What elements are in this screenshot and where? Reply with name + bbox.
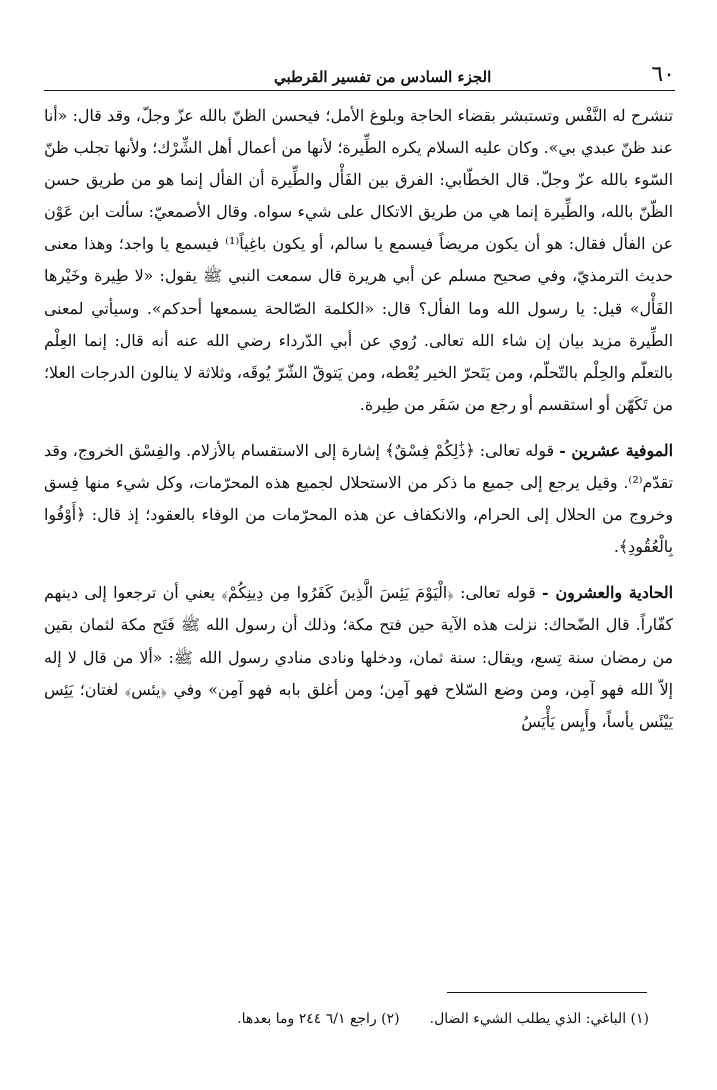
- footnotes: [60, 1008, 649, 1030]
- running-title: الجزء السادس من تفسير القرطبي: [274, 68, 492, 86]
- paragraph-1: تنشرح له النَّفْس وتستبشر بقضاء الحاجة وبلوغ الأمل؛ فيحسن الظنّ بالله عزّ وجلّ، وقد قال: «أنا عند ظنّ عبدي بي». وكان عليه السلام يكره الطِّيرة؛ لأنها من أعمال أهل الشِّرْك؛ ولأنها تجلب ظنّ السّوء بالله عزّ وجلّ. قال الخطّابي: الفرق بين الفَأْل والطِّيرة أن الفأل إنما هو من طريق حسن الظّنّ بالله، والطِّيرة إنما هي من طريق الاتكال على شيء سواه. وقال الأصمعيّ: سألت ابن عَوْن عن الفأل فقال: هو أن يكون مريضاً فيسمع يا سالم، أو يكون باغِياً⁽¹⁾ فيسمع يا واجد؛ وهذا معنى حديث الترمذيّ، وفي صحيح مسلم عن أبي هريرة قال سمعت النبي ﷺ يقول: «لا طِيرة وخَيْرها الفَأْل» قيل: يا رسول الله وما الفأل؟ قال: «الكلمة الصّالحة يسمعها أحدكم». وسيأتي لمعنى الطِّيرة مزيد بيان إن شاء الله تعالى. رُوي عن أبي الدّرداء رضي الله عنه أنه قال: إنما العِلْم بالتعلّم والحِلْم بالتّحلّم، ومن يَتَحرّ الخير يُعْطه، ومن يَتوقّ الشّرّ يُوقَه، وثلاثة لا ينالون الدرجات العلا؛ من تَكَهّن أو استقسم أو رجع من سَفَر من طِيرة.: [44, 106, 673, 414]
- paragraph-3: [44, 577, 673, 737]
- body-text: [44, 100, 673, 738]
- page-header: [44, 60, 675, 91]
- footnote-1: (١) الباغي: الذي يطلب الشيء الضال.: [429, 1011, 649, 1027]
- paragraph-2-label: الموفية عشرين -: [559, 440, 673, 460]
- paragraph-2-text: قوله تعالى: ﴿ذَٰلِكُمْ فِسْقٌ﴾ إشارة إلى الاستقسام بالأزلام. والفِسْق الخروج، وقد تقدّم⁽²⁾. وقيل يرجع إلى جميع ما ذكر من الاستحلال لجميع هذه المحرّمات، وكل شيء منها فِسق وخروج من الحلال إلى الحرام، والانكفاف عن هذه المحرّمات من الوفاء بالعقود؛ إذ قال: ﴿أَوْفُوا بِالْعُقُودِ﴾.: [44, 440, 673, 557]
- page-number: ٦٠: [651, 62, 675, 87]
- paragraph-2: [44, 435, 673, 563]
- footnote-2: (٢) راجع ٦/١ ٢٤٤ وما بعدها.: [237, 1011, 400, 1027]
- paragraph-3-label: الحادية والعشرون -: [542, 583, 673, 603]
- paragraph-gap: [44, 421, 673, 435]
- paragraph-3-text: قوله تعالى: ﴿الْيَوْمَ يَئِسَ الَّذِينَ كَفَرُوا مِن دِينِكُمْ﴾ يعني أن ترجعوا إلى دينهم كفّاراً. قال الضّحاك: نزلت هذه الآية حين فتح مكة؛ وذلك أن رسول الله ﷺ فَتَح مكة لثمان بقين من رمضان سنة تِسع، ويقال: سنة ثمان، ودخلها ونادى منادي رسول الله ﷺ: «ألا من قال لا إله إلاّ الله فهو آمِن، ومن وضع السّلاح فهو آمِن؛ ومن أغلق بابه فهو آمِن» وفي ﴿يئس﴾ لغتان؛ يَئِس يَيْئَس يأساً، وأَيِس يَأْيَسُ: [44, 583, 673, 731]
- footnote-divider: [447, 992, 647, 993]
- paragraph-gap: [44, 563, 673, 577]
